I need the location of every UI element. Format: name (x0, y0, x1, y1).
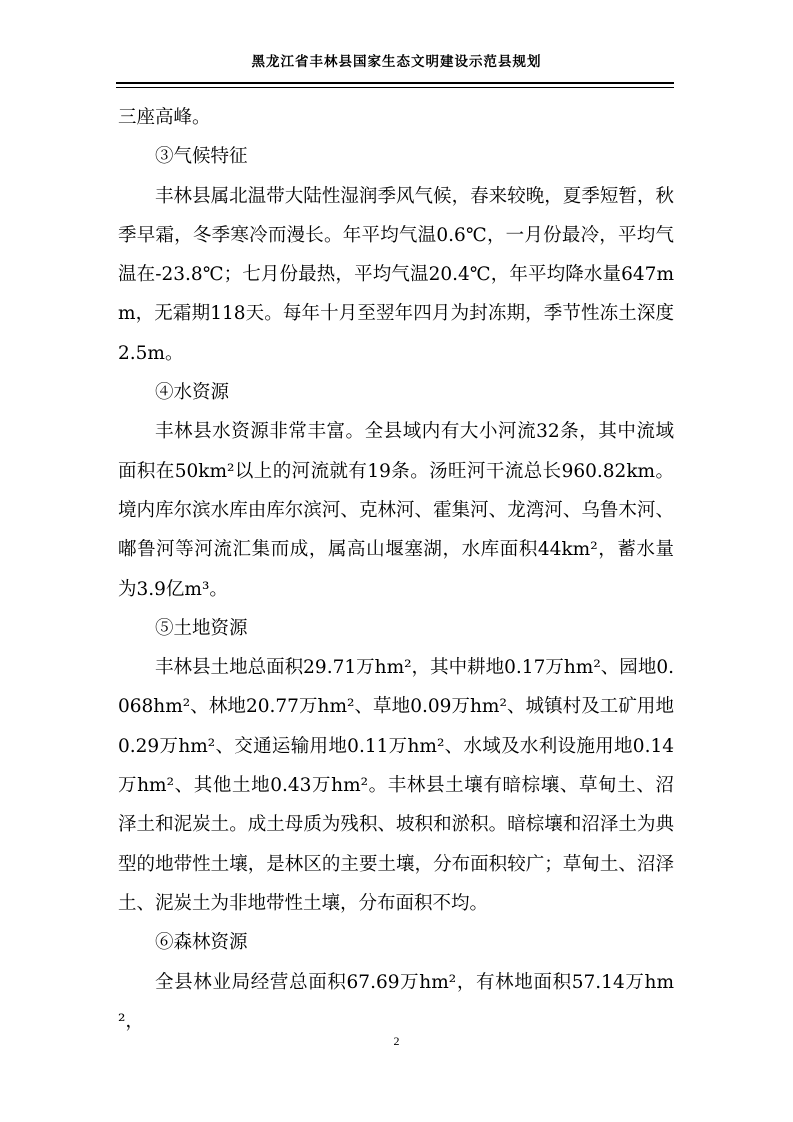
header-rule-thick (116, 82, 674, 84)
page-header-title: 黑龙江省丰林县国家生态文明建设示范县规划 (251, 54, 542, 70)
document-body (118, 98, 674, 1041)
paragraph-land: 丰林县土地总面积29.71万hm²，其中耕地0.17万hm²、园地0.068hm²、林地20.77万hm²、草地0.09万hm²、城镇村及工矿用地0.29万hm²、交通运输用地0.11万hm²、水域及水利设施用地0.14万hm²、其他土地0.43万hm²。丰林县土壤有暗棕壤、草甸土、沼泽土和泥炭土。成土母质为残积、坡积和淤积。暗棕壤和沼泽土为典型的地带性土壤，是林区的主要土壤，分布面积较广；草甸土、沼泽土、泥炭土为非地带性土壤，分布面积不均。 (118, 657, 674, 914)
section-heading-forest: ⑥森林资源 (155, 932, 248, 954)
paragraph-water: 丰林县水资源非常丰富。全县域内有大小河流32条，其中流域面积在50km²以上的河流就有19条。汤旺河干流总长960.82km。境内库尔滨水库由库尔滨河、克林河、霍集河、龙湾河、乌鲁木河、嘟鲁河等河流汇集而成，属高山堰塞湖，水库面积44km²，蓄水量为3.9亿m³。 (118, 421, 674, 600)
page-number: 2 (393, 1034, 400, 1048)
section-heading-climate: ③气候特征 (155, 146, 248, 168)
section-heading-water: ④水资源 (155, 382, 230, 404)
paragraph-climate: 丰林县属北温带大陆性湿润季风气候，春来较晚，夏季短暂，秋季早霜，冬季寒冷而漫长。年平均气温0.6℃，一月份最冷，平均气温在-23.8℃；七月份最热，平均气温20.4℃，年平均降水量647mm，无霜期118天。每年十月至翌年四月为封冻期，季节性冻土深度2.5m。 (118, 185, 674, 364)
paragraph-forest: 全县林业局经营总面积67.69万hm²，有林地面积57.14万hm²， (118, 971, 674, 1032)
section-heading-land: ⑤土地资源 (155, 617, 248, 639)
paragraph-continuation: 三座高峰。 (118, 107, 211, 128)
header-rule-thin (116, 87, 674, 88)
